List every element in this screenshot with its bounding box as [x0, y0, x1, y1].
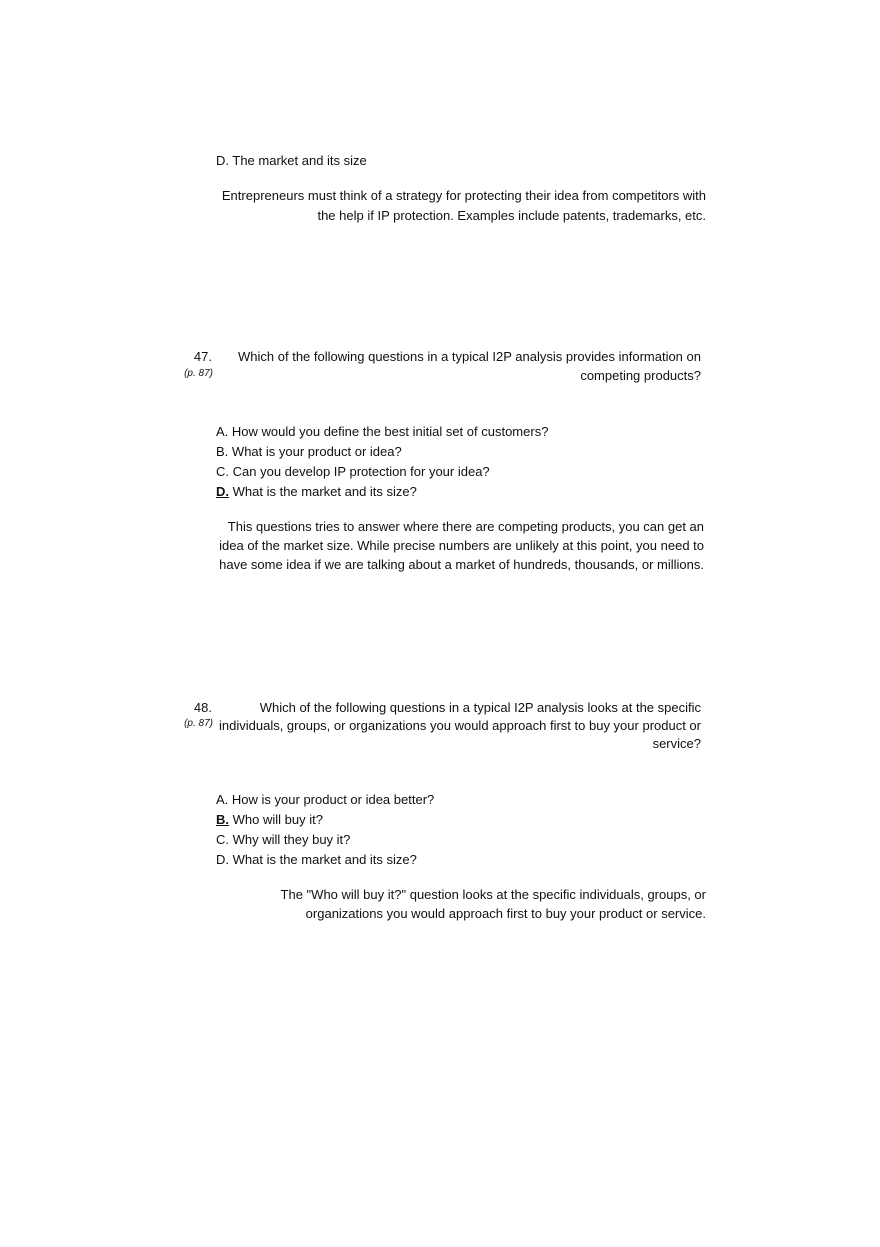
question-text-line: Which of the following questions in a typical I2P analysis provides information on: [238, 349, 701, 364]
question-number: 48.: [193, 700, 212, 715]
option-letter: A.: [216, 792, 229, 807]
option-text: Can you develop IP protection for your idea?: [232, 464, 490, 479]
explanation-line: the help if IP protection. Examples include patents, trademarks, etc.: [317, 208, 706, 223]
explanation-line: idea of the market size. While precise numbers are unlikely at this point, you need to: [219, 538, 704, 553]
answer-option: [216, 832, 350, 848]
option-text: How is your product or idea better?: [231, 792, 435, 807]
option-letter: B.: [216, 444, 229, 459]
option-text: Why will they buy it?: [232, 832, 351, 847]
answer-option-correct: [216, 484, 417, 500]
option-text: What is the market and its size?: [232, 852, 417, 867]
option-text: How would you define the best initial set of customers?: [231, 424, 549, 439]
answer-option: [216, 852, 417, 868]
explanation-line: The "Who will buy it?" question looks at the specific individuals, groups, or: [280, 887, 706, 902]
option-letter: C.: [216, 832, 229, 847]
option-letter: D.: [216, 852, 229, 867]
explanation-line: have some idea if we are talking about a market of hundreds, thousands, or millions.: [219, 557, 704, 572]
question-text-line: Which of the following questions in a typical I2P analysis looks at the specific: [259, 700, 701, 715]
question-text-line: service?: [652, 736, 701, 751]
option-text: Who will buy it?: [232, 812, 323, 827]
question-text-line: competing products?: [580, 368, 701, 383]
option-text: What is your product or idea?: [231, 444, 402, 459]
option-letter: A.: [216, 424, 229, 439]
answer-option: [216, 424, 548, 440]
option-letter: C.: [216, 464, 229, 479]
option-text: What is the market and its size?: [232, 484, 417, 499]
correct-option-letter: B.: [216, 812, 229, 827]
answer-option: [216, 464, 490, 480]
answer-option: [216, 444, 402, 460]
answer-option-correct: [216, 812, 323, 828]
explanation-line: organizations you would approach first to buy your product or service.: [305, 906, 706, 921]
question-number: 47.: [193, 349, 212, 364]
question-text-line: individuals, groups, or organizations you would approach first to buy your product or: [219, 718, 701, 733]
page-reference: (p. 87): [184, 368, 213, 379]
explanation-line: Entrepreneurs must think of a strategy for protecting their idea from competitors with: [221, 188, 706, 203]
option-d-text: D. The market and its size: [216, 153, 367, 168]
correct-option-letter: D.: [216, 484, 229, 499]
answer-option: [216, 792, 434, 808]
explanation-line: This questions tries to answer where there are competing products, you can get an: [227, 519, 704, 534]
page-reference: (p. 87): [184, 718, 213, 729]
